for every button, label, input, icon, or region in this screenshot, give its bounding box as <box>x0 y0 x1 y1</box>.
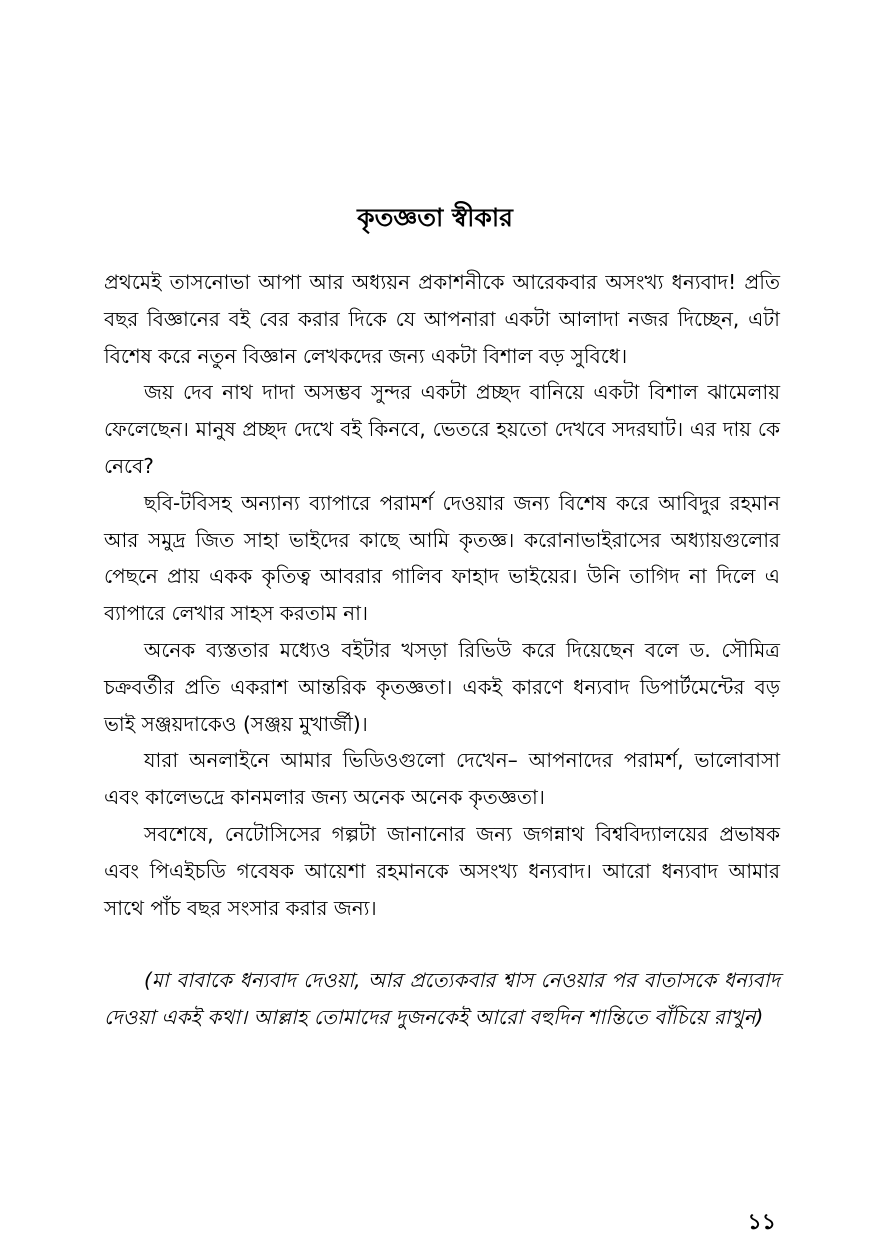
acknowledgement-body <box>104 264 780 926</box>
paragraph-1: প্রথমেই তাসনোভা আপা আর অধ্যয়ন প্রকাশনীকে আরেকবার অসংখ্য ধন্যবাদ! প্রতি বছর বিজ্ঞানের বই বের করার দিকে যে আপনারা একটা আলাদা নজর দিচ্ছেন, এটা বিশেষ করে নতুন বিজ্ঞান লেখকদের জন্য একটা বিশাল বড় সুবিধে। <box>104 270 780 368</box>
paragraph-5: যারা অনলাইনে আমার ভিডিওগুলো দেখেন– আপনাদের পরামর্শ, ভালোবাসা এবং কালেভদ্রে কানমলার জন্য অনেক অনেক কৃতজ্ঞতা। <box>104 748 780 810</box>
paragraph-6: সবশেষে, নেটোসিসের গল্পটা জানানোর জন্য জগন্নাথ বিশ্ববিদ্যালয়ের প্রভাষক এবং পিএইচডি গবেষক আয়েশা রহমানকে অসংখ্য ধন্যবাদ। আরো ধন্যবাদ আমার সাথে পাঁচ বছর সংসার করার জন্য। <box>104 821 780 920</box>
page-title: কৃতজ্ঞতা স্বীকার <box>357 203 513 232</box>
closing-note: (মা বাবাকে ধন্যবাদ দেওয়া, আর প্রত্যেকবার শ্বাস নেওয়ার পর বাতাসকে ধন্যবাদ দেওয়া একই কথা। আল্লাহ তোমাদের দুজনকেই আরো বহুদিন শান্তিতে বাঁচিয়ে রাখুন) <box>104 968 780 1029</box>
paragraph-3: ছবি-টবিসহ অন্যান্য ব্যাপারে পরামর্শ দেওয়ার জন্য বিশেষ করে আবিদুর রহমান আর সমুদ্র জিত সাহা ভাইদের কাছে আমি কৃতজ্ঞ। করোনাভাইরাসের অধ্যায়গুলোর পেছনে প্রায় একক কৃতিত্ব আবরার গালিব ফাহাদ ভাইয়ের। উনি তাগিদ না দিলে এ ব্যাপারে লেখার সাহস করতাম না। <box>104 490 780 626</box>
paragraph-4: অনেক ব্যস্ততার মধ্যেও বইটার খসড়া রিভিউ করে দিয়েছেন বলে ড. সৌমিত্র চক্রবর্তীর প্রতি একরাশ আন্তরিক কৃতজ্ঞতা। একই কারণে ধন্যবাদ ডিপার্টমেন্টের বড় ভাই সঞ্জয়দাকেও (সঞ্জয় মুখার্জী)। <box>104 637 780 736</box>
page-number: ১১ <box>747 1210 776 1235</box>
paragraph-2: জয় দেব নাথ দাদা অসম্ভব সুন্দর একটা প্রচ্ছদ বানিয়ে একটা বিশাল ঝামেলায় ফেলেছেন। মানুষ প্রচ্ছদ দেখে বই কিনবে, ভেতরে হয়তো দেখবে সদরঘাট। এর দায় কে নেবে? <box>104 380 780 478</box>
